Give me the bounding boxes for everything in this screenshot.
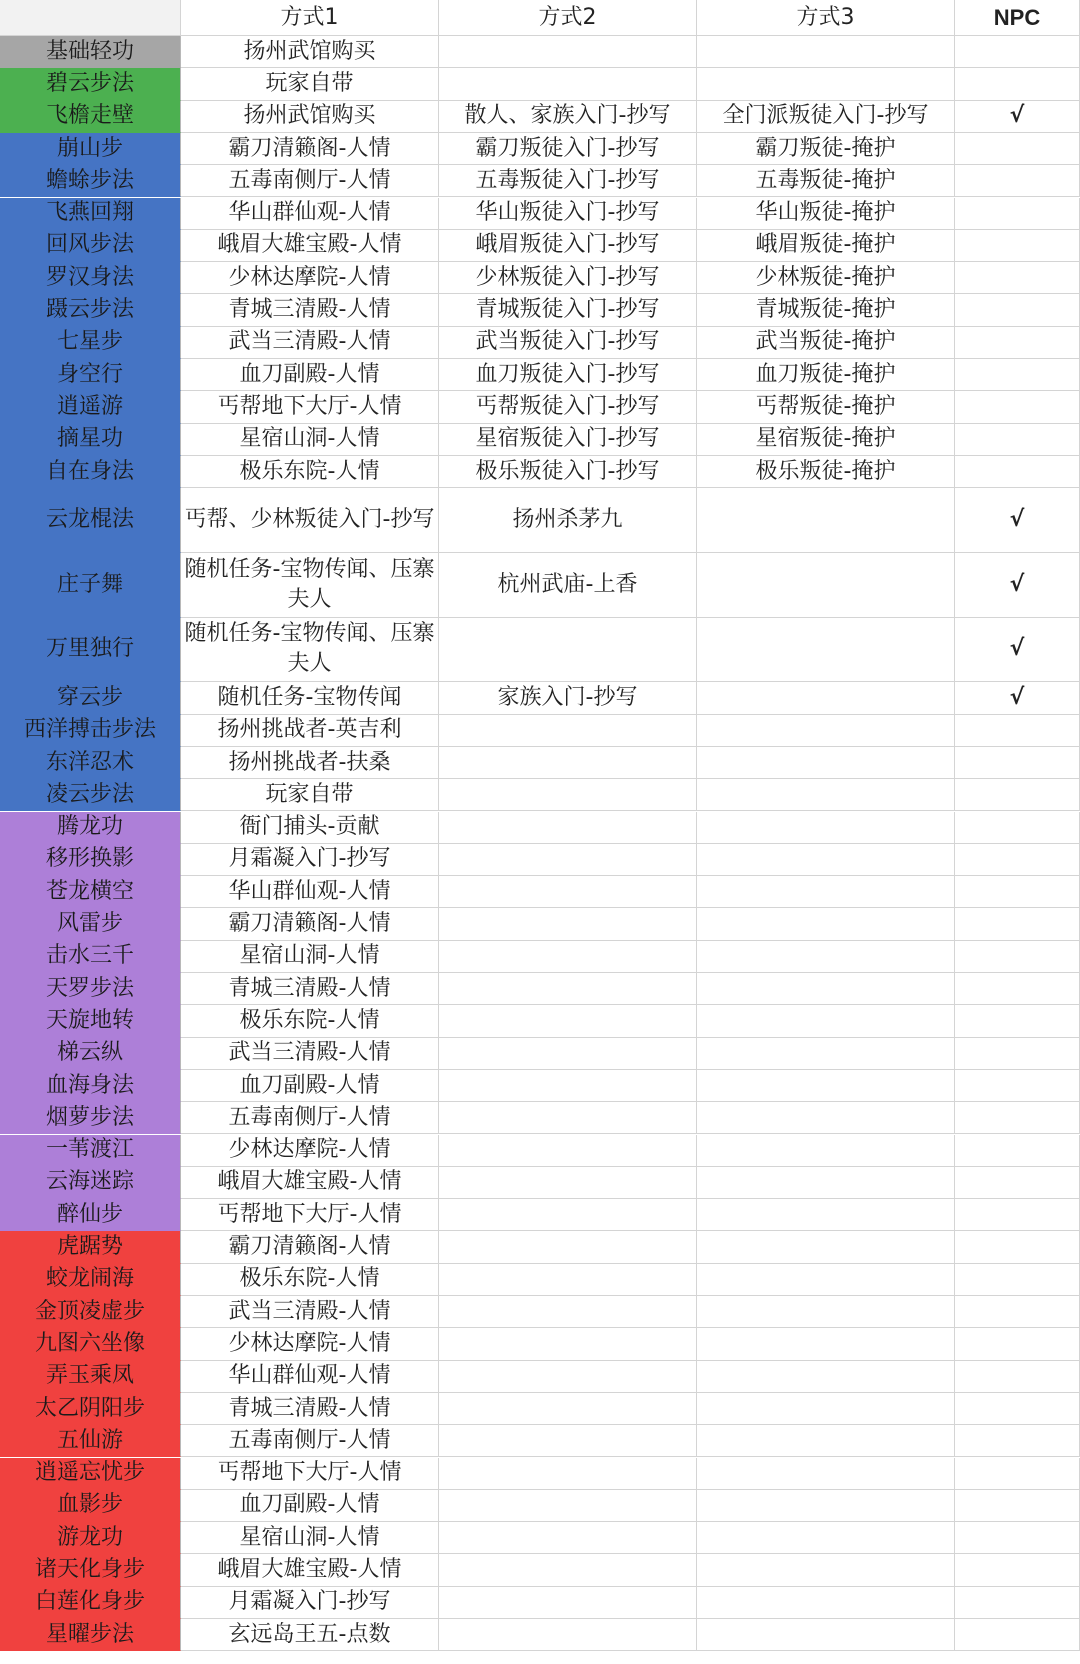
- method1-cell[interactable]: 极乐东院-人情: [181, 1264, 439, 1296]
- skill-name-cell[interactable]: 飞燕回翔: [0, 198, 181, 230]
- method1-cell[interactable]: 华山群仙观-人情: [181, 876, 439, 908]
- npc-cell[interactable]: [955, 812, 1080, 844]
- skill-name-cell[interactable]: 蛟龙闹海: [0, 1264, 181, 1296]
- method1-cell[interactable]: 极乐东院-人情: [181, 456, 439, 488]
- method1-cell[interactable]: 玄远岛王五-点数: [181, 1619, 439, 1651]
- method3-cell[interactable]: [697, 1554, 955, 1586]
- method3-cell[interactable]: [697, 68, 955, 100]
- skill-name-cell[interactable]: 血海身法: [0, 1070, 181, 1102]
- method1-cell[interactable]: 武当三清殿-人情: [181, 1038, 439, 1070]
- method1-cell[interactable]: 武当三清殿-人情: [181, 1296, 439, 1328]
- method3-cell[interactable]: 少林叛徒-掩护: [697, 262, 955, 294]
- npc-cell[interactable]: √: [955, 101, 1080, 133]
- skill-name-cell[interactable]: 万里独行: [0, 618, 181, 683]
- method3-cell[interactable]: [697, 1296, 955, 1328]
- method2-cell[interactable]: [439, 1264, 697, 1296]
- skill-name-cell[interactable]: 击水三千: [0, 941, 181, 973]
- skill-name-cell[interactable]: 风雷步: [0, 908, 181, 940]
- npc-cell[interactable]: [955, 1361, 1080, 1393]
- method3-cell[interactable]: [697, 1490, 955, 1522]
- skill-name-cell[interactable]: 身空行: [0, 359, 181, 391]
- skill-name-cell[interactable]: 天罗步法: [0, 973, 181, 1005]
- method2-cell[interactable]: [439, 1199, 697, 1231]
- method3-cell[interactable]: [697, 618, 955, 683]
- method3-cell[interactable]: [697, 1231, 955, 1263]
- method3-cell[interactable]: [697, 1425, 955, 1457]
- method2-cell[interactable]: 杭州武庙-上香: [439, 553, 697, 618]
- method1-cell[interactable]: 血刀副殿-人情: [181, 1490, 439, 1522]
- npc-cell[interactable]: [955, 1619, 1080, 1651]
- method3-cell[interactable]: [697, 715, 955, 747]
- method2-cell[interactable]: [439, 1393, 697, 1425]
- method2-cell[interactable]: [439, 1296, 697, 1328]
- method3-cell[interactable]: [697, 1328, 955, 1360]
- skill-name-cell[interactable]: 天旋地转: [0, 1005, 181, 1037]
- skill-name-cell[interactable]: 七星步: [0, 327, 181, 359]
- npc-cell[interactable]: [955, 294, 1080, 326]
- skill-name-cell[interactable]: 金顶凌虚步: [0, 1296, 181, 1328]
- method3-cell[interactable]: 峨眉叛徒-掩护: [697, 230, 955, 262]
- method2-cell[interactable]: [439, 876, 697, 908]
- header-corner-cell[interactable]: [0, 0, 181, 36]
- npc-cell[interactable]: [955, 1393, 1080, 1425]
- method2-cell[interactable]: 五毒叛徒入门-抄写: [439, 165, 697, 197]
- method1-cell[interactable]: 峨眉大雄宝殿-人情: [181, 1167, 439, 1199]
- npc-cell[interactable]: [955, 715, 1080, 747]
- method1-cell[interactable]: 青城三清殿-人情: [181, 294, 439, 326]
- method3-cell[interactable]: [697, 1005, 955, 1037]
- method3-cell[interactable]: [697, 747, 955, 779]
- npc-cell[interactable]: [955, 1554, 1080, 1586]
- method2-cell[interactable]: [439, 1587, 697, 1619]
- column-header-3[interactable]: 方式3: [697, 0, 955, 36]
- method1-cell[interactable]: 霸刀清籁阁-人情: [181, 1231, 439, 1263]
- method2-cell[interactable]: [439, 908, 697, 940]
- method2-cell[interactable]: [439, 1102, 697, 1134]
- method3-cell[interactable]: 极乐叛徒-掩护: [697, 456, 955, 488]
- method3-cell[interactable]: 全门派叛徒入门-抄写: [697, 101, 955, 133]
- skill-name-cell[interactable]: 崩山步: [0, 133, 181, 165]
- method1-cell[interactable]: 峨眉大雄宝殿-人情: [181, 1554, 439, 1586]
- method3-cell[interactable]: [697, 1167, 955, 1199]
- npc-cell[interactable]: √: [955, 553, 1080, 618]
- method1-cell[interactable]: 极乐东院-人情: [181, 1005, 439, 1037]
- method2-cell[interactable]: [439, 36, 697, 68]
- method3-cell[interactable]: [697, 1361, 955, 1393]
- column-header-1[interactable]: 方式1: [181, 0, 439, 36]
- npc-cell[interactable]: [955, 1587, 1080, 1619]
- method3-cell[interactable]: [697, 812, 955, 844]
- npc-cell[interactable]: [955, 1458, 1080, 1490]
- skill-name-cell[interactable]: 碧云步法: [0, 68, 181, 100]
- skill-name-cell[interactable]: 罗汉身法: [0, 262, 181, 294]
- method1-cell[interactable]: 丐帮地下大厅-人情: [181, 1199, 439, 1231]
- npc-cell[interactable]: [955, 747, 1080, 779]
- method3-cell[interactable]: [697, 1619, 955, 1651]
- method2-cell[interactable]: [439, 1361, 697, 1393]
- method2-cell[interactable]: [439, 1425, 697, 1457]
- npc-cell[interactable]: [955, 456, 1080, 488]
- npc-cell[interactable]: [955, 165, 1080, 197]
- npc-cell[interactable]: [955, 973, 1080, 1005]
- method2-cell[interactable]: [439, 844, 697, 876]
- npc-cell[interactable]: √: [955, 488, 1080, 553]
- skill-name-cell[interactable]: 腾龙功: [0, 812, 181, 844]
- method3-cell[interactable]: 武当叛徒-掩护: [697, 327, 955, 359]
- npc-cell[interactable]: [955, 779, 1080, 811]
- npc-cell[interactable]: [955, 876, 1080, 908]
- method3-cell[interactable]: [697, 488, 955, 553]
- npc-cell[interactable]: [955, 68, 1080, 100]
- npc-cell[interactable]: [955, 1425, 1080, 1457]
- method3-cell[interactable]: 星宿叛徒-掩护: [697, 424, 955, 456]
- method1-cell[interactable]: 峨眉大雄宝殿-人情: [181, 230, 439, 262]
- npc-cell[interactable]: [955, 1102, 1080, 1134]
- npc-cell[interactable]: [955, 1231, 1080, 1263]
- skill-name-cell[interactable]: 虎踞势: [0, 1231, 181, 1263]
- skill-name-cell[interactable]: 自在身法: [0, 456, 181, 488]
- method2-cell[interactable]: [439, 1231, 697, 1263]
- npc-cell[interactable]: [955, 198, 1080, 230]
- method2-cell[interactable]: [439, 747, 697, 779]
- skill-name-cell[interactable]: 逍遥游: [0, 391, 181, 423]
- method3-cell[interactable]: [697, 844, 955, 876]
- skill-name-cell[interactable]: 东洋忍术: [0, 747, 181, 779]
- skill-name-cell[interactable]: 逍遥忘忧步: [0, 1458, 181, 1490]
- method1-cell[interactable]: 随机任务-宝物传闻、压寨夫人: [181, 618, 439, 683]
- method1-cell[interactable]: 青城三清殿-人情: [181, 973, 439, 1005]
- npc-cell[interactable]: [955, 262, 1080, 294]
- method2-cell[interactable]: [439, 1005, 697, 1037]
- method2-cell[interactable]: 血刀叛徒入门-抄写: [439, 359, 697, 391]
- skill-name-cell[interactable]: 摘星功: [0, 424, 181, 456]
- method1-cell[interactable]: 星宿山洞-人情: [181, 424, 439, 456]
- skill-name-cell[interactable]: 一苇渡江: [0, 1135, 181, 1167]
- npc-cell[interactable]: [955, 1038, 1080, 1070]
- skill-name-cell[interactable]: 云海迷踪: [0, 1167, 181, 1199]
- method2-cell[interactable]: [439, 1135, 697, 1167]
- skill-name-cell[interactable]: 弄玉乘凤: [0, 1361, 181, 1393]
- method2-cell[interactable]: [439, 941, 697, 973]
- method1-cell[interactable]: 血刀副殿-人情: [181, 1070, 439, 1102]
- npc-cell[interactable]: [955, 1070, 1080, 1102]
- method2-cell[interactable]: [439, 1619, 697, 1651]
- skill-name-cell[interactable]: 云龙棍法: [0, 488, 181, 553]
- npc-cell[interactable]: [955, 359, 1080, 391]
- method3-cell[interactable]: [697, 973, 955, 1005]
- npc-cell[interactable]: [955, 327, 1080, 359]
- method3-cell[interactable]: 青城叛徒-掩护: [697, 294, 955, 326]
- method1-cell[interactable]: 血刀副殿-人情: [181, 359, 439, 391]
- method1-cell[interactable]: 华山群仙观-人情: [181, 1361, 439, 1393]
- skill-name-cell[interactable]: 蟾蜍步法: [0, 165, 181, 197]
- method3-cell[interactable]: [697, 908, 955, 940]
- method3-cell[interactable]: [697, 1102, 955, 1134]
- npc-cell[interactable]: [955, 36, 1080, 68]
- method1-cell[interactable]: 丐帮地下大厅-人情: [181, 1458, 439, 1490]
- method2-cell[interactable]: 家族入门-抄写: [439, 682, 697, 714]
- method3-cell[interactable]: [697, 1522, 955, 1554]
- method2-cell[interactable]: [439, 812, 697, 844]
- method2-cell[interactable]: [439, 1328, 697, 1360]
- method1-cell[interactable]: 玩家自带: [181, 68, 439, 100]
- method3-cell[interactable]: [697, 36, 955, 68]
- method2-cell[interactable]: [439, 1554, 697, 1586]
- method1-cell[interactable]: 青城三清殿-人情: [181, 1393, 439, 1425]
- npc-cell[interactable]: [955, 1135, 1080, 1167]
- method3-cell[interactable]: [697, 1264, 955, 1296]
- npc-cell[interactable]: [955, 1522, 1080, 1554]
- skill-name-cell[interactable]: 基础轻功: [0, 36, 181, 68]
- skill-name-cell[interactable]: 梯云纵: [0, 1038, 181, 1070]
- skill-name-cell[interactable]: 诸天化身步: [0, 1554, 181, 1586]
- method3-cell[interactable]: [697, 1458, 955, 1490]
- npc-cell[interactable]: [955, 1167, 1080, 1199]
- method2-cell[interactable]: [439, 1490, 697, 1522]
- method2-cell[interactable]: 星宿叛徒入门-抄写: [439, 424, 697, 456]
- skill-name-cell[interactable]: 凌云步法: [0, 779, 181, 811]
- column-header-2[interactable]: 方式2: [439, 0, 697, 36]
- method2-cell[interactable]: [439, 715, 697, 747]
- skill-name-cell[interactable]: 飞檐走壁: [0, 101, 181, 133]
- npc-cell[interactable]: [955, 1296, 1080, 1328]
- method1-cell[interactable]: 霸刀清籁阁-人情: [181, 133, 439, 165]
- method1-cell[interactable]: 少林达摩院-人情: [181, 262, 439, 294]
- method2-cell[interactable]: [439, 618, 697, 683]
- npc-cell[interactable]: [955, 1490, 1080, 1522]
- method3-cell[interactable]: [697, 1587, 955, 1619]
- npc-cell[interactable]: √: [955, 682, 1080, 714]
- method2-cell[interactable]: 武当叛徒入门-抄写: [439, 327, 697, 359]
- method1-cell[interactable]: 月霜凝入门-抄写: [181, 844, 439, 876]
- method1-cell[interactable]: 衙门捕头-贡献: [181, 812, 439, 844]
- method2-cell[interactable]: 散人、家族入门-抄写: [439, 101, 697, 133]
- method1-cell[interactable]: 星宿山洞-人情: [181, 941, 439, 973]
- method3-cell[interactable]: [697, 1038, 955, 1070]
- method1-cell[interactable]: 丐帮、少林叛徒入门-抄写: [181, 488, 439, 553]
- method1-cell[interactable]: 少林达摩院-人情: [181, 1135, 439, 1167]
- npc-cell[interactable]: [955, 908, 1080, 940]
- skill-name-cell[interactable]: 星曜步法: [0, 1619, 181, 1651]
- method1-cell[interactable]: 武当三清殿-人情: [181, 327, 439, 359]
- method1-cell[interactable]: 随机任务-宝物传闻: [181, 682, 439, 714]
- method1-cell[interactable]: 星宿山洞-人情: [181, 1522, 439, 1554]
- method2-cell[interactable]: [439, 68, 697, 100]
- method3-cell[interactable]: 血刀叛徒-掩护: [697, 359, 955, 391]
- skill-name-cell[interactable]: 庄子舞: [0, 553, 181, 618]
- method2-cell[interactable]: [439, 1522, 697, 1554]
- skill-name-cell[interactable]: 太乙阴阳步: [0, 1393, 181, 1425]
- method2-cell[interactable]: [439, 1167, 697, 1199]
- column-header-4[interactable]: NPC: [955, 0, 1080, 36]
- skill-name-cell[interactable]: 九图六坐像: [0, 1328, 181, 1360]
- method2-cell[interactable]: 扬州杀茅九: [439, 488, 697, 553]
- method2-cell[interactable]: 极乐叛徒入门-抄写: [439, 456, 697, 488]
- method3-cell[interactable]: 五毒叛徒-掩护: [697, 165, 955, 197]
- skill-name-cell[interactable]: 蹑云步法: [0, 294, 181, 326]
- method1-cell[interactable]: 五毒南侧厅-人情: [181, 1102, 439, 1134]
- npc-cell[interactable]: [955, 1328, 1080, 1360]
- method3-cell[interactable]: [697, 779, 955, 811]
- skill-name-cell[interactable]: 苍龙横空: [0, 876, 181, 908]
- method3-cell[interactable]: [697, 941, 955, 973]
- skill-name-cell[interactable]: 白莲化身步: [0, 1587, 181, 1619]
- method1-cell[interactable]: 五毒南侧厅-人情: [181, 165, 439, 197]
- npc-cell[interactable]: [955, 844, 1080, 876]
- method1-cell[interactable]: 扬州挑战者-扶桑: [181, 747, 439, 779]
- method2-cell[interactable]: [439, 973, 697, 1005]
- method1-cell[interactable]: 扬州武馆购买: [181, 101, 439, 133]
- method3-cell[interactable]: 丐帮叛徒-掩护: [697, 391, 955, 423]
- method1-cell[interactable]: 玩家自带: [181, 779, 439, 811]
- method2-cell[interactable]: 峨眉叛徒入门-抄写: [439, 230, 697, 262]
- method2-cell[interactable]: 青城叛徒入门-抄写: [439, 294, 697, 326]
- method2-cell[interactable]: [439, 1458, 697, 1490]
- method2-cell[interactable]: 华山叛徒入门-抄写: [439, 198, 697, 230]
- method2-cell[interactable]: 霸刀叛徒入门-抄写: [439, 133, 697, 165]
- method1-cell[interactable]: 五毒南侧厅-人情: [181, 1425, 439, 1457]
- method2-cell[interactable]: [439, 779, 697, 811]
- npc-cell[interactable]: √: [955, 618, 1080, 683]
- method3-cell[interactable]: [697, 1070, 955, 1102]
- method2-cell[interactable]: [439, 1070, 697, 1102]
- skill-name-cell[interactable]: 穿云步: [0, 682, 181, 714]
- method1-cell[interactable]: 华山群仙观-人情: [181, 198, 439, 230]
- method3-cell[interactable]: 华山叛徒-掩护: [697, 198, 955, 230]
- skill-name-cell[interactable]: 西洋搏击步法: [0, 715, 181, 747]
- method1-cell[interactable]: 霸刀清籁阁-人情: [181, 908, 439, 940]
- method3-cell[interactable]: [697, 1393, 955, 1425]
- method1-cell[interactable]: 丐帮地下大厅-人情: [181, 391, 439, 423]
- skill-name-cell[interactable]: 移形换影: [0, 844, 181, 876]
- npc-cell[interactable]: [955, 133, 1080, 165]
- method3-cell[interactable]: [697, 1135, 955, 1167]
- method3-cell[interactable]: [697, 1199, 955, 1231]
- npc-cell[interactable]: [955, 1264, 1080, 1296]
- npc-cell[interactable]: [955, 230, 1080, 262]
- skill-name-cell[interactable]: 五仙游: [0, 1425, 181, 1457]
- skill-name-cell[interactable]: 醉仙步: [0, 1199, 181, 1231]
- method1-cell[interactable]: 随机任务-宝物传闻、压寨夫人: [181, 553, 439, 618]
- npc-cell[interactable]: [955, 391, 1080, 423]
- method1-cell[interactable]: 扬州挑战者-英吉利: [181, 715, 439, 747]
- method2-cell[interactable]: 丐帮叛徒入门-抄写: [439, 391, 697, 423]
- method3-cell[interactable]: [697, 876, 955, 908]
- method1-cell[interactable]: 扬州武馆购买: [181, 36, 439, 68]
- npc-cell[interactable]: [955, 424, 1080, 456]
- method1-cell[interactable]: 少林达摩院-人情: [181, 1328, 439, 1360]
- npc-cell[interactable]: [955, 1199, 1080, 1231]
- method1-cell[interactable]: 月霜凝入门-抄写: [181, 1587, 439, 1619]
- method2-cell[interactable]: [439, 1038, 697, 1070]
- method3-cell[interactable]: [697, 682, 955, 714]
- skill-name-cell[interactable]: 血影步: [0, 1490, 181, 1522]
- method3-cell[interactable]: [697, 553, 955, 618]
- method3-cell[interactable]: 霸刀叛徒-掩护: [697, 133, 955, 165]
- method2-cell[interactable]: 少林叛徒入门-抄写: [439, 262, 697, 294]
- npc-cell[interactable]: [955, 1005, 1080, 1037]
- skill-name-cell[interactable]: 回风步法: [0, 230, 181, 262]
- skill-name-cell[interactable]: 游龙功: [0, 1522, 181, 1554]
- npc-cell[interactable]: [955, 941, 1080, 973]
- skill-name-cell[interactable]: 烟萝步法: [0, 1102, 181, 1134]
